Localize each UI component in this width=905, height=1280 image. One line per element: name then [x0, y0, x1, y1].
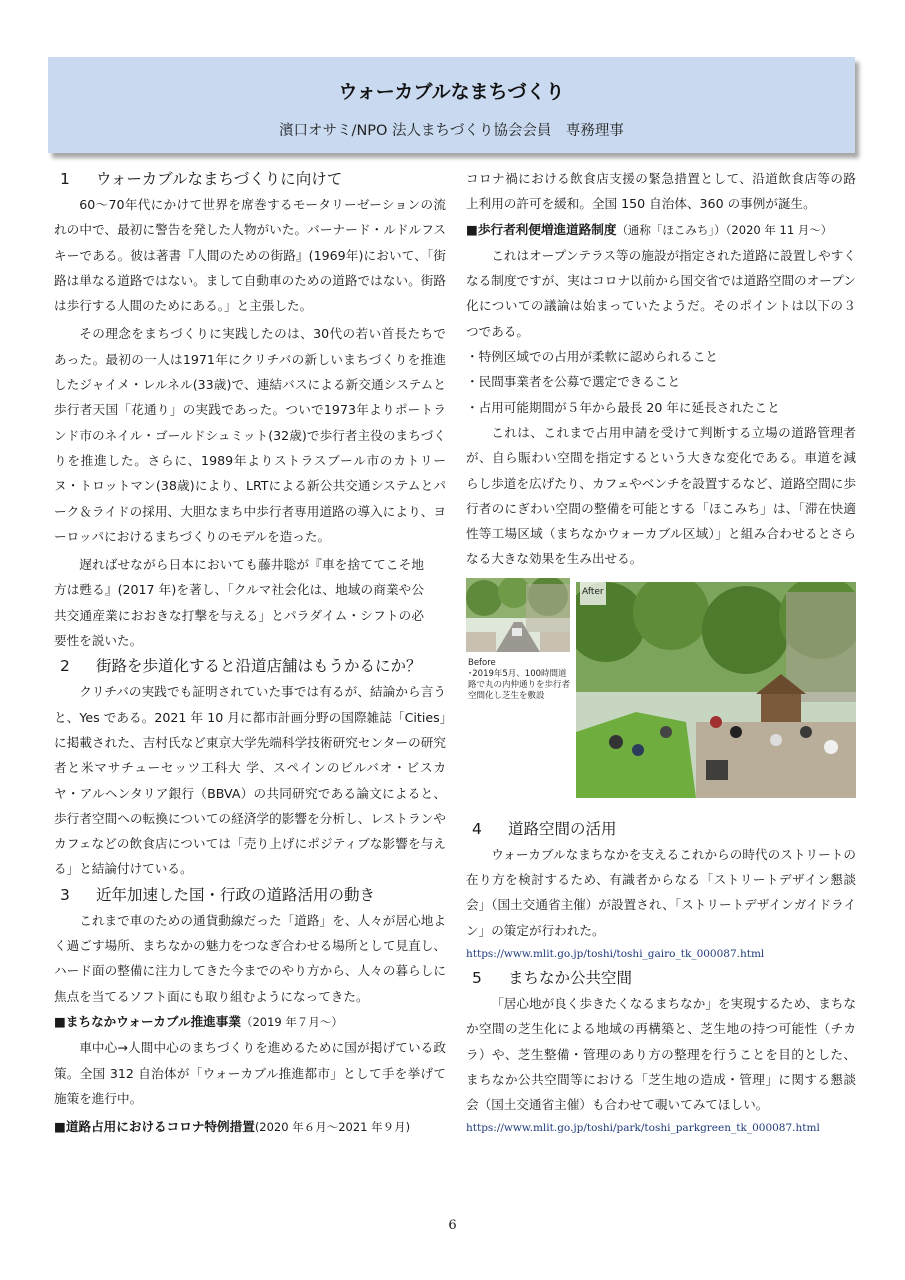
paragraph: これはオープンテラス等の施設が指定された道路に設置しやすくなる制度ですが、実はコロナ以前から国交省では道路空間のオープン化についての議論は始まっていたようだ。そのポイントは以下の３つである。	[466, 247, 856, 339]
paragraph: クリチバの実践でも証明されていた事では有るが、結論から言うと、Yes である。2021 年 10 月に都市計画分野の国際雑誌「Cities」に掲載された、吉村氏など東京大学先端科学技術研究センターの研究者と米マサチューセッツ工科大 学、スペインのビルバオ・ビスカヤ・アルヘンタリア銀行（BBVA）の共同研究である論文によると、歩行者空間への転換についての経済学的影響を分析し、レストランやカフェなどの飲食店については「売り上げにポジティブな影響を与える」と結論付けている。	[54, 684, 446, 877]
paragraph: 60～70年代にかけて世界を席巻するモータリーゼーションの流れの中で、最初に警告を発した人物がいた。バーナード・ルドルフスキーである。彼は著書『人間のための街路』(1969年)において、「街路は単なる道路ではない。まして自動車のための道路ではない。街路は歩行する人間のためにある。」と主張した。	[54, 197, 446, 314]
paragraph: これまで車のための通貨動線だった「道路」を、人々が居心地よく過ごす場所、まちなかの魅力をつなぎ合わせる場所として見直し、ハード面の整備に注力してきた今までのやり方から、人々の暮らしに焦点を当てるソフト面にも取り組むようになってきた。	[54, 912, 446, 1004]
section-heading-1: 1 ウォーカブルなまちづくりに向けて	[60, 170, 343, 188]
section-heading-4: 4 道路空間の活用	[472, 819, 617, 838]
reference-link[interactable]: https://www.mlit.go.jp/toshi/toshi_gairo_tk_000087.html	[466, 947, 765, 960]
paragraph: その理念をまちづくりに実践したのは、30代の若い首長たちであった。最初の一人は1971年にクリチバの新しいまちづくりを推進したジャイメ・レルネル(33歳)で、連結バスによる新交通システムと歩行者天国「花通り」の実践であった。ついで1973年よりポートランド市のネイル・ゴールドシュミット(32歳)で歩行者主役のまちづくりを推進した。さらに、1989年よりストラスブール市のカトリーヌ・トロットマン(38歳)により、LRTによる新公共交通システムとパーク＆ライドの採用、大胆なまち中歩行者専用道路の導入により、ヨーロッパにおけるまちづくりのモデルを造った。	[54, 326, 446, 544]
before-caption: Before ･2019年5月、100時間道路で丸の内仲通りを歩行者空間化し芝生を敷設	[468, 657, 571, 701]
right-column	[466, 166, 856, 1139]
paragraph: 車中心→人間中心のまちづくりを進めるために国が掲げている政策。全国 312 自治体が「ウォーカブル推進都市」として手を挙げて施策を進行中。	[54, 1040, 446, 1106]
list-item: ・特例区域での占用が柔軟に認められること	[466, 349, 718, 365]
subheading: ■歩行者利便増進道路制度（通称「ほこみち」）（2020 年 11 月～）	[466, 221, 833, 237]
subheading: ■道路占用におけるコロナ特例措置(2020 年６月～2021 年９月)	[54, 1119, 411, 1135]
paragraph: これは、これまで占用申請を受けて判断する立場の道路管理者が、自ら賑わい空間を指定するという大きな変化である。車道を減らし歩道を広げたり、カフェやベンチを設置するなど、道路空間に歩行者のにぎわい空間の整備を可能とする「ほこみち」は、「滞在快適性等工場区域（まちなかウォーカブル区域）」と組み合わせるとさらなる大きな効果を生み出せる。	[466, 424, 856, 567]
list-item: ・占用可能期間が５年から最長 20 年に延長されたこと	[466, 399, 780, 415]
paragraph: 遅ればせながら日本においても藤井聡が『車を捨ててこそ地方は甦る』(2017 年)を著し、「クルマ社会化は、地域の商業や公共交通産業におおきな打撃を与える」とパラダイム・シフトの必要性を説いた。	[54, 557, 425, 649]
before-street-photo	[466, 578, 570, 652]
before-after-photo	[466, 578, 856, 800]
section-heading-3: 3 近年加速した国・行政の道路活用の動き	[60, 885, 376, 904]
section-heading-5: 5 まちなか公共空間	[472, 968, 633, 987]
section-heading-2: 2 街路を歩道化すると沿道店舗はもうかるにか？	[60, 657, 422, 676]
list-item: ・民間事業者を公募で選定できること	[466, 374, 681, 390]
left-column	[54, 166, 446, 1140]
author-byline: 濱口オサミ/NPO 法人まちづくり協会会員 専務理事	[279, 123, 624, 139]
paragraph: 「居心地が良く歩きたくなるまちなか」を実現するため、まちなか空間の芝生化による地域の再構築と、芝生地の持つ可能性（チカラ）や、芝生整備・管理のあり方の整理を行うことを目的とした、まちなか公共空間等における「芝生地の造成・管理」に関する懇談会（国土交通省主催）も合わせて覗いてみてほしい。	[466, 995, 856, 1113]
title-banner	[48, 57, 855, 153]
reference-link[interactable]: https://www.mlit.go.jp/toshi/park/toshi_parkgreen_tk_000087.html	[466, 1122, 820, 1135]
after-street-photo	[576, 582, 856, 798]
paragraph: ウォーカブルなまちなかを支えるこれからの時代のストリートの在り方を検討するため、有識者からなる「ストリートデザイン懇談会」（国土交通省主催）が設置され、「ストリートデザインガイドライン」の策定が行われた。	[466, 846, 856, 938]
bullet-list	[466, 344, 856, 420]
after-label: After	[580, 580, 606, 605]
paragraph: コロナ禍における飲食店支援の緊急措置として、沿道飲食店等の路上利用の許可を緩和。全国 150 自治体、360 の事例が誕生。	[466, 171, 856, 212]
article-title: ウォーカブルなまちづくり	[338, 81, 565, 103]
page-number: 6	[448, 1218, 457, 1233]
subheading: ■まちなかウォーカブル推進事業（2019 年７月～）	[54, 1013, 343, 1029]
